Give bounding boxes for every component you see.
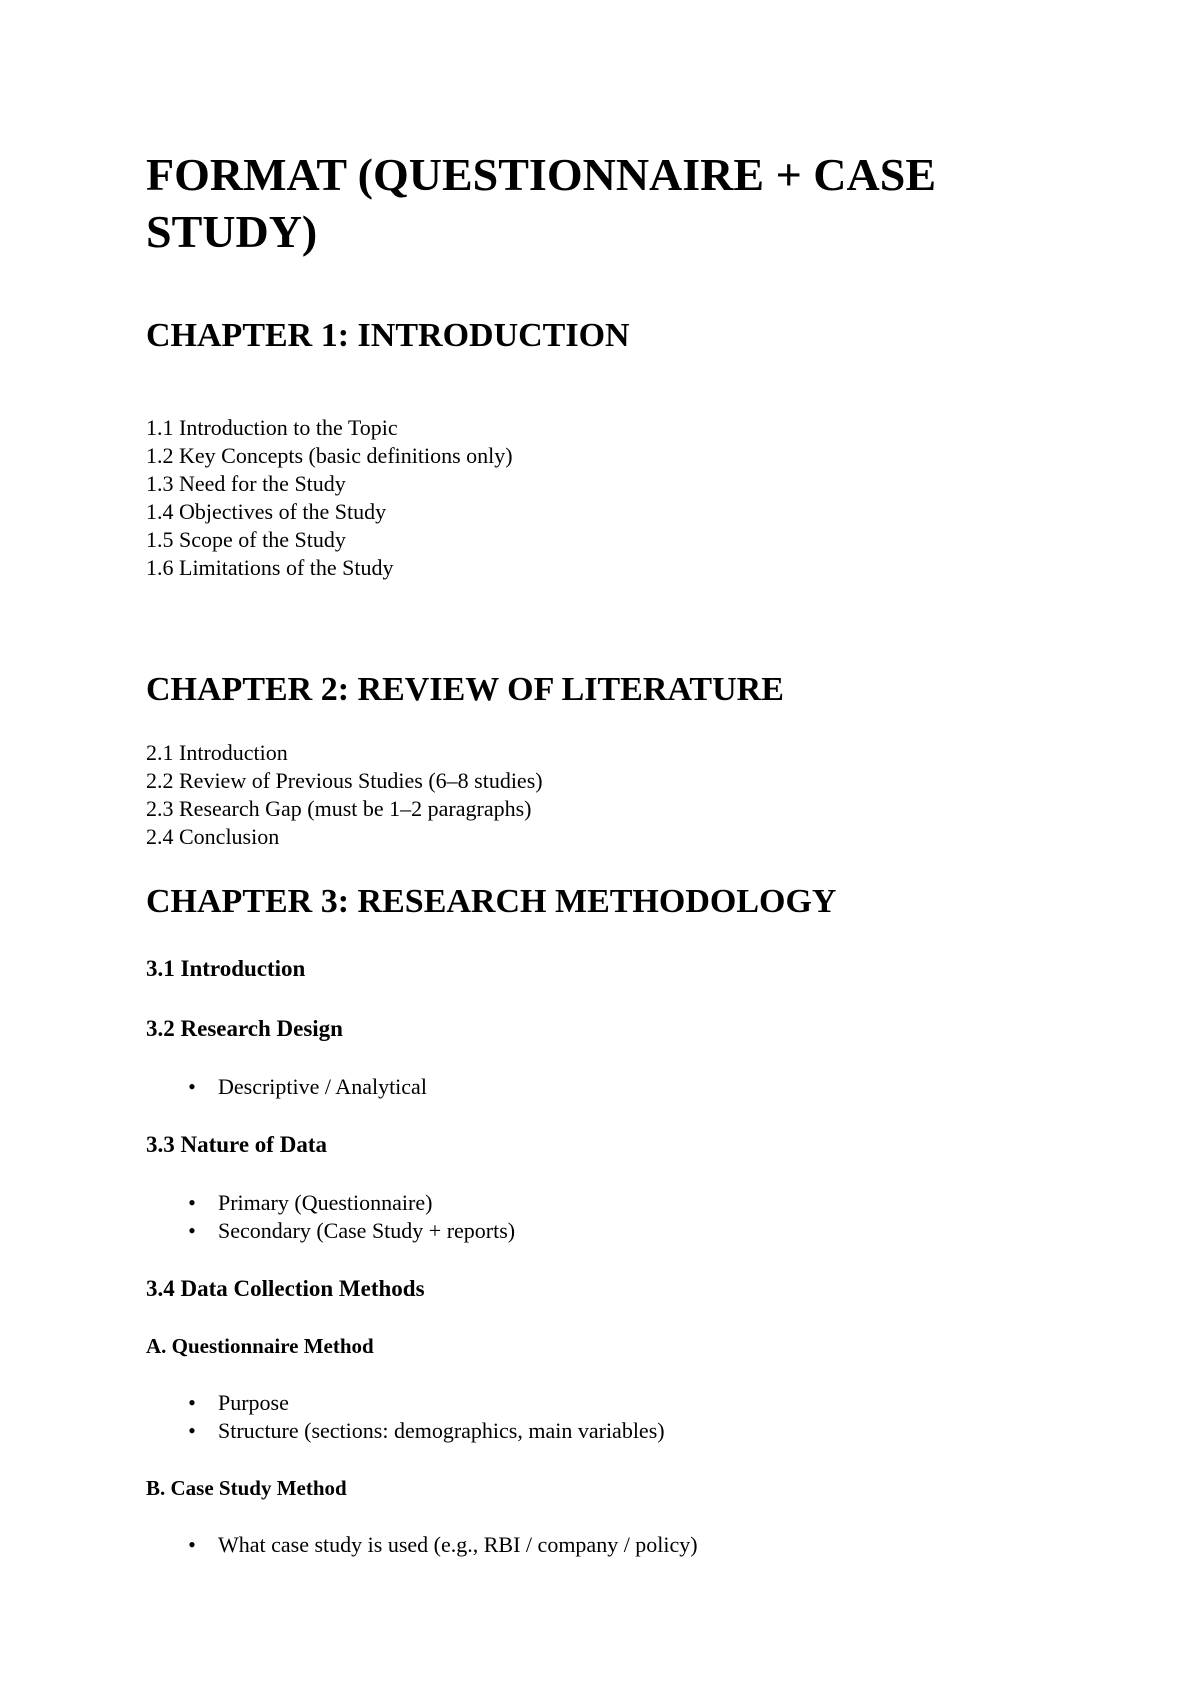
- list-item: 1.4 Objectives of the Study: [146, 499, 387, 524]
- chapter-1-heading: CHAPTER 1: INTRODUCTION: [146, 317, 630, 354]
- chapter-2-heading: CHAPTER 2: REVIEW OF LITERATURE: [146, 671, 784, 708]
- list-item: 1.1 Introduction to the Topic: [146, 415, 398, 440]
- section-3-2-heading: 3.2 Research Design: [146, 1016, 343, 1041]
- bullet-text: Purpose: [218, 1390, 289, 1415]
- subsection-a-heading: A. Questionnaire Method: [146, 1334, 374, 1358]
- bullet-text: Primary (Questionnaire): [218, 1190, 433, 1215]
- bullet-text: Secondary (Case Study + reports): [218, 1218, 516, 1243]
- list-item: 1.6 Limitations of the Study: [146, 555, 394, 580]
- chapter-2-list: [146, 739, 543, 851]
- list-item: 1.3 Need for the Study: [146, 471, 346, 496]
- list-item: 1.5 Scope of the Study: [146, 527, 346, 552]
- bullet-text: What case study is used (e.g., RBI / company / policy): [218, 1532, 698, 1557]
- bullet-item: [182, 1417, 665, 1445]
- list-item: 2.3 Research Gap (must be 1–2 paragraphs): [146, 796, 532, 821]
- bullet-text: Descriptive / Analytical: [218, 1074, 427, 1099]
- bullet-icon: •: [188, 1190, 196, 1215]
- bullet-item: [182, 1389, 665, 1417]
- bullet-item: [182, 1531, 698, 1559]
- section-3-3-bullets: [182, 1189, 515, 1245]
- list-item: 2.4 Conclusion: [146, 824, 280, 849]
- section-3-1-heading: 3.1 Introduction: [146, 956, 306, 981]
- bullet-icon: •: [188, 1418, 196, 1443]
- chapter-3-heading: CHAPTER 3: RESEARCH METHODOLOGY: [146, 883, 837, 920]
- list-item: 2.2 Review of Previous Studies (6–8 studies): [146, 768, 543, 793]
- bullet-icon: •: [188, 1390, 196, 1415]
- bullet-text: Structure (sections: demographics, main variables): [218, 1418, 665, 1443]
- bullet-item: [182, 1217, 515, 1245]
- list-item: 1.2 Key Concepts (basic definitions only): [146, 443, 513, 468]
- document-title: FORMAT (QUESTIONNAIRE + CASE STUDY): [146, 149, 936, 257]
- subsection-b-bullets: [182, 1531, 698, 1559]
- section-3-2-bullets: [182, 1073, 427, 1101]
- chapter-1-list: [146, 414, 513, 582]
- bullet-item: [182, 1189, 515, 1217]
- section-3-3-heading: 3.3 Nature of Data: [146, 1132, 327, 1157]
- bullet-icon: •: [188, 1218, 196, 1243]
- bullet-icon: •: [188, 1074, 196, 1099]
- bullet-item: [182, 1073, 427, 1101]
- section-3-4-heading: 3.4 Data Collection Methods: [146, 1276, 425, 1301]
- subsection-a-bullets: [182, 1389, 665, 1445]
- bullet-icon: •: [188, 1532, 196, 1557]
- list-item: 2.1 Introduction: [146, 740, 288, 765]
- subsection-b-heading: B. Case Study Method: [146, 1476, 347, 1500]
